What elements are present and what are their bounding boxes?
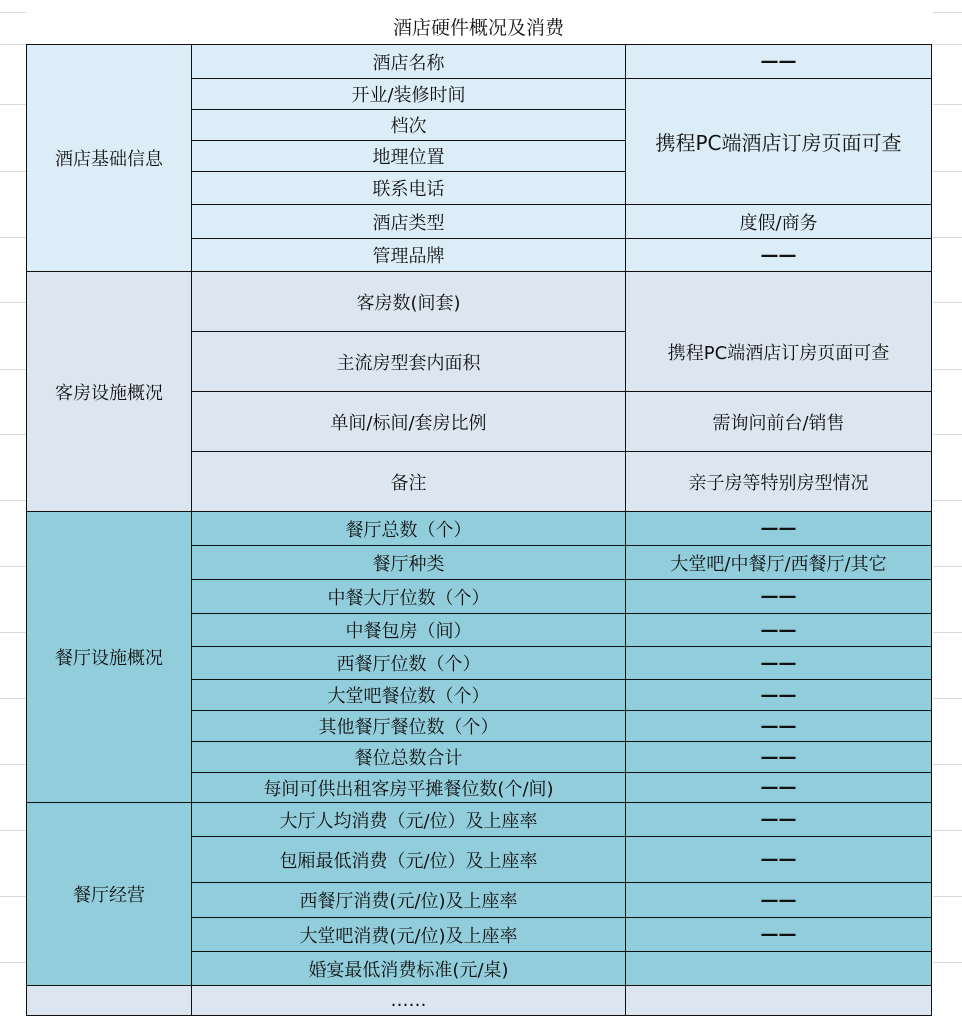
item-cell[interactable]: 每间可供出租客房平摊餐位数(个/间)	[192, 773, 626, 803]
gridline	[933, 369, 962, 370]
item-cell[interactable]: 西餐厅位数（个）	[192, 647, 626, 680]
value-cell[interactable]: 携程PC端酒店订房页面可查	[626, 79, 932, 205]
item-cell[interactable]: 中餐大厅位数（个）	[192, 580, 626, 614]
gridline	[0, 171, 26, 172]
value-cell[interactable]: 携程PC端酒店订房页面可查	[626, 272, 932, 392]
value-cell[interactable]: ——	[626, 837, 932, 883]
value-cell[interactable]: ——	[626, 773, 932, 803]
gridline	[0, 302, 26, 303]
item-cell[interactable]: 餐厅种类	[192, 546, 626, 580]
value-cell[interactable]: ——	[626, 512, 932, 546]
gridline	[0, 830, 26, 831]
item-cell[interactable]: 酒店名称	[192, 45, 626, 79]
value-cell[interactable]: ——	[626, 614, 932, 647]
gridline	[0, 632, 26, 633]
gridline	[933, 434, 962, 435]
gridline	[933, 44, 962, 45]
gridline	[0, 500, 26, 501]
item-cell[interactable]: 餐厅总数（个）	[192, 512, 626, 546]
item-cell[interactable]: 大厅人均消费（元/位）及上座率	[192, 803, 626, 837]
item-cell[interactable]: 婚宴最低消费标准(元/桌)	[192, 952, 626, 986]
item-cell[interactable]: 主流房型套内面积	[192, 332, 626, 392]
item-cell[interactable]: 地理位置	[192, 141, 626, 172]
value-cell[interactable]: ——	[626, 883, 932, 918]
section-label-basic[interactable]: 酒店基础信息	[27, 45, 192, 272]
value-cell[interactable]: ——	[626, 803, 932, 837]
section-label-next[interactable]	[27, 986, 192, 1016]
item-cell[interactable]: 单间/标间/套房比例	[192, 392, 626, 452]
value-cell[interactable]: ——	[626, 680, 932, 711]
gridline	[933, 698, 962, 699]
item-cell[interactable]: 包厢最低消费（元/位）及上座率	[192, 837, 626, 883]
value-cell[interactable]: 需询问前台/销售	[626, 392, 932, 452]
sheet-title: 酒店硬件概况及消费	[392, 17, 564, 39]
value-cell[interactable]: ——	[626, 711, 932, 742]
gridline	[933, 500, 962, 501]
gridline	[0, 44, 26, 45]
gridline	[933, 764, 962, 765]
gridline	[0, 434, 26, 435]
item-cell[interactable]: 备注	[192, 452, 626, 512]
section-label-dining[interactable]: 餐厅设施概况	[27, 512, 192, 803]
value-cell[interactable]	[626, 952, 932, 986]
item-cell[interactable]: 档次	[192, 110, 626, 141]
gridline	[933, 302, 962, 303]
gridline	[933, 171, 962, 172]
hotel-facilities-table	[26, 44, 932, 1016]
gridline	[933, 12, 962, 13]
value-cell[interactable]: 大堂吧/中餐厅/西餐厅/其它	[626, 546, 932, 580]
gridline	[0, 237, 26, 238]
value-cell[interactable]: ——	[626, 45, 932, 79]
value-cell[interactable]: ——	[626, 647, 932, 680]
value-cell[interactable]: 亲子房等特别房型情况	[626, 452, 932, 512]
value-cell[interactable]: 度假/商务	[626, 205, 932, 239]
item-cell[interactable]: 大堂吧餐位数（个）	[192, 680, 626, 711]
value-cell[interactable]: ——	[626, 742, 932, 773]
gridline	[0, 962, 26, 963]
value-cell[interactable]: ——	[626, 918, 932, 952]
gridline	[933, 237, 962, 238]
gridline	[0, 12, 26, 13]
gridline	[933, 896, 962, 897]
gridline	[933, 104, 962, 105]
item-cell[interactable]: 联系电话	[192, 172, 626, 205]
gridline	[933, 566, 962, 567]
value-cell[interactable]: ——	[626, 239, 932, 272]
item-cell[interactable]: ……	[192, 986, 626, 1016]
gridline	[0, 698, 26, 699]
item-cell[interactable]: 大堂吧消费(元/位)及上座率	[192, 918, 626, 952]
item-cell[interactable]: 开业/装修时间	[192, 79, 626, 110]
value-cell[interactable]: ——	[626, 580, 932, 614]
value-cell[interactable]	[626, 986, 932, 1016]
item-cell[interactable]: 其他餐厅餐位数（个）	[192, 711, 626, 742]
item-cell[interactable]: 酒店类型	[192, 205, 626, 239]
item-cell[interactable]: 西餐厅消费(元/位)及上座率	[192, 883, 626, 918]
section-label-operation[interactable]: 餐厅经营	[27, 803, 192, 986]
gridline	[0, 896, 26, 897]
gridline	[933, 632, 962, 633]
section-label-rooms[interactable]: 客房设施概况	[27, 272, 192, 512]
gridline	[0, 104, 26, 105]
item-cell[interactable]: 中餐包房（间）	[192, 614, 626, 647]
item-cell[interactable]: 管理品牌	[192, 239, 626, 272]
item-cell[interactable]: 客房数(间套)	[192, 272, 626, 332]
gridline	[0, 764, 26, 765]
item-cell[interactable]: 餐位总数合计	[192, 742, 626, 773]
gridline	[0, 369, 26, 370]
gridline	[933, 830, 962, 831]
gridline	[933, 962, 962, 963]
gridline	[0, 566, 26, 567]
